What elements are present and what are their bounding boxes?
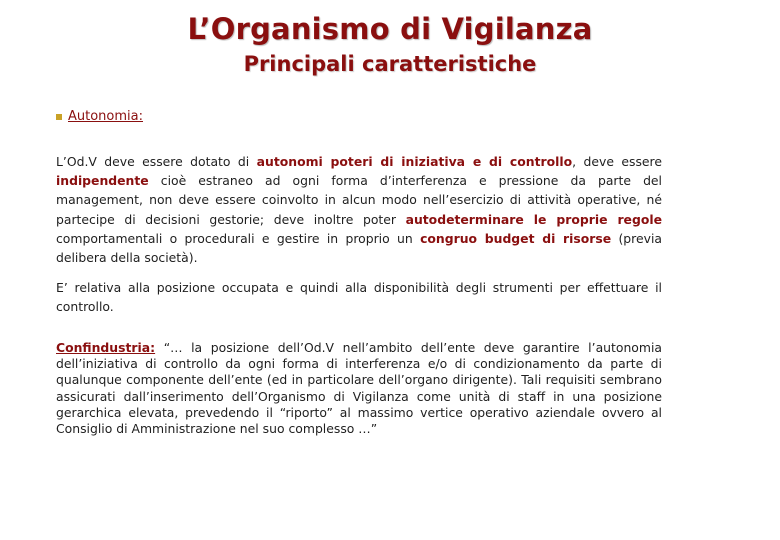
paragraph-autonomy-definition — [56, 152, 662, 267]
highlight-self-determine: autodeterminare le proprie regole — [405, 211, 662, 227]
highlight-independent: indipendente — [56, 173, 149, 189]
text-segment: comportamentali o procedurali e gestire in proprio un — [56, 230, 421, 246]
highlight-budget: congruo budget di risorse — [420, 230, 612, 246]
text-segment: (previa delibera della società). — [56, 230, 662, 266]
slide-title: L’Organismo di Vigilanza — [187, 12, 593, 46]
text-segment: L’Od.V deve essere dotato di — [56, 154, 257, 169]
bullet-autonomia — [56, 109, 143, 124]
slide-subtitle: Principali caratteristiche — [243, 52, 537, 76]
paragraph-confindustria — [56, 340, 662, 437]
confindustria-quote: “… la posizione dell’Od.V nell’ambito dell’ente deve garantire l’autonomia dell’iniziativa di controllo da ogni forma di interferenza e/o di condizionamento da parte di qualunque componente dell’ente (ed in particolare dell’organo dirigente). Tali requisiti sembrano assicurati dall’inserimento dell’Organismo di Vigilanza come unità di staff in una posizione gerarchica elevata, prevedendo il “riporto” al massimo vertice operativo aziendale ovvero al Consiglio di Amministrazione nel suo complesso …” — [56, 340, 662, 437]
highlight-autonomous-powers: autonomi poteri di iniziativa e di controllo — [256, 154, 573, 169]
text-segment: , deve essere — [572, 154, 662, 169]
square-bullet-icon — [56, 114, 62, 120]
paragraph-position: E’ relativa alla posizione occupata e quindi alla disponibilità degli strumenti per effettuare il controllo. — [56, 280, 662, 315]
bullet-label: Autonomia: — [68, 109, 143, 124]
confindustria-label: Confindustria: — [56, 340, 156, 355]
text-segment: cioè estraneo ad ogni forma d’interferenza e pressione da parte del management, non deve essere coinvolto in alcun modo nell’esercizio di attività operative, né partecipe di decisioni gestorie; deve inoltre poter — [56, 173, 662, 227]
